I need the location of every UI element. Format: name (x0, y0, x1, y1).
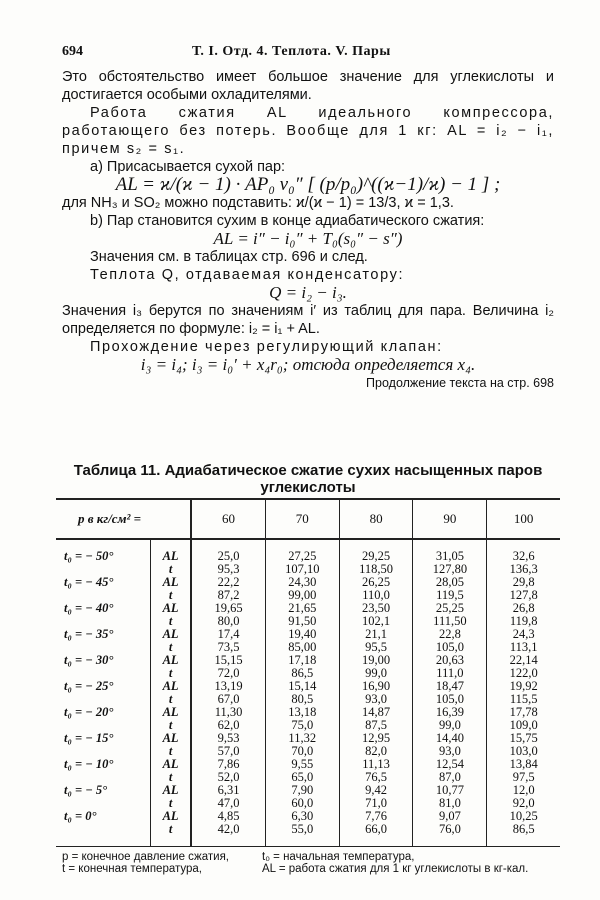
table-cell: 31,05 (413, 539, 487, 563)
table-cell: 15,75 (487, 732, 560, 745)
table-cell: 87,2 (191, 589, 265, 602)
table-cell: 109,0 (487, 719, 560, 732)
table-cell: 19,40 (265, 628, 339, 641)
table-cell: 28,05 (413, 576, 487, 589)
table-cell: 27,25 (265, 539, 339, 563)
table-cell: 95,3 (191, 563, 265, 576)
table-cell: 99,0 (339, 667, 413, 680)
table-cell: 97,5 (487, 771, 560, 784)
initial-temperature-label: t₀ = − 15° (64, 731, 114, 745)
quantity-symbol: t (150, 589, 191, 602)
table-cell: 11,13 (339, 758, 413, 771)
table-cell: 7,76 (339, 810, 413, 823)
table-cell: 6,31 (191, 784, 265, 797)
table-cell: 24,3 (487, 628, 560, 641)
table-cell: 14,87 (339, 706, 413, 719)
table-cell: 4,85 (191, 810, 265, 823)
table-cell: 21,1 (339, 628, 413, 641)
paragraph: Значения i₃ берутся по значениям i′ из таблиц для пара. Величина i₂ определяется по формуле: i₂ = i₁ + AL. (62, 303, 554, 337)
heat-label: Теплота Q, отдаваемая конденсатору: (90, 267, 405, 283)
table-cell: 12,95 (339, 732, 413, 745)
table-cell: 10,77 (413, 784, 487, 797)
table-cell: 14,40 (413, 732, 487, 745)
column-header: 80 (339, 499, 413, 539)
legend-item: t = конечная температура, (62, 863, 202, 875)
table-cell: 22,14 (487, 654, 560, 667)
continued-note: Продолжение текста на стр. 698 (366, 376, 554, 390)
paragraph: Это обстоятельство имеет большое значение для углекислоты и достигается особыми охладителями. (62, 69, 554, 103)
quantity-symbol: AL (150, 628, 191, 641)
initial-temperature-label: t₀ = − 30° (64, 653, 114, 667)
quantity-symbol: t (150, 667, 191, 680)
formula-valve: i₃ = i₄; i₃ = i₀′ + x₄r₀; отсюда определяется x₄. (140, 355, 476, 374)
table-cell: 103,0 (487, 745, 560, 758)
table-cell: 115,5 (487, 693, 560, 706)
table-cell: 107,10 (265, 563, 339, 576)
legend-item: t₀ = начальная температура, (262, 851, 415, 863)
table-cell: 10,25 (487, 810, 560, 823)
quantity-symbol: t (150, 719, 191, 732)
table-cell: 52,0 (191, 771, 265, 784)
table-cell: 110,0 (339, 589, 413, 602)
table-cell: 26,25 (339, 576, 413, 589)
table-cell: 99,00 (265, 589, 339, 602)
table-cell: 73,5 (191, 641, 265, 654)
quantity-symbol: AL (150, 732, 191, 745)
table-cell: 80,5 (265, 693, 339, 706)
table-cell: 111,0 (413, 667, 487, 680)
column-header: 100 (487, 499, 560, 539)
table-cell: 19,00 (339, 654, 413, 667)
table-cell: 16,90 (339, 680, 413, 693)
column-header: 70 (265, 499, 339, 539)
table-cell: 71,0 (339, 797, 413, 810)
initial-temperature-label: t₀ = − 10° (64, 757, 114, 771)
initial-temperature-label: t₀ = − 45° (64, 575, 114, 589)
table-cell: 57,0 (191, 745, 265, 758)
substitution-note: для NH₃ и SO₂ можно подставить: ϰ/(ϰ − 1) = 13/3, ϰ = 1,3. (62, 195, 454, 211)
table-cell: 17,78 (487, 706, 560, 719)
table-cell: 86,5 (487, 823, 560, 847)
table-cell: 21,65 (265, 602, 339, 615)
table-cell: 136,3 (487, 563, 560, 576)
formula-work-dry: AL = ϰ/(ϰ − 1) · AP₀ v₀″ [ (p/p₀)^((ϰ−1)/ϰ) − 1 ] ; (115, 174, 501, 195)
table-cell: 9,53 (191, 732, 265, 745)
table-cell: 11,32 (265, 732, 339, 745)
data-table (56, 498, 560, 847)
table-cell: 127,80 (413, 563, 487, 576)
table-cell: 86,5 (265, 667, 339, 680)
table-cell: 26,8 (487, 602, 560, 615)
table-cell: 32,6 (487, 539, 560, 563)
initial-temperature-label: t₀ = − 35° (64, 627, 114, 641)
legend-item: AL = работа сжатия для 1 кг углекислоты в кг-кал. (262, 863, 529, 875)
table-cell: 55,0 (265, 823, 339, 847)
initial-temperature-label: t₀ = − 5° (64, 783, 108, 797)
table-cell: 12,0 (487, 784, 560, 797)
table-cell: 87,5 (339, 719, 413, 732)
table-cell: 76,0 (413, 823, 487, 847)
quantity-symbol: AL (150, 758, 191, 771)
table-cell: 19,92 (487, 680, 560, 693)
case-a-label: a) Присасывается сухой пар: (90, 159, 286, 175)
initial-temperature-label: t₀ = 0° (64, 809, 97, 823)
formula-heat: Q = i₂ − i₃. (269, 283, 347, 302)
initial-temperature-label: t₀ = − 20° (64, 705, 114, 719)
table-cell: 24,30 (265, 576, 339, 589)
table-header-row (56, 499, 560, 539)
table-cell: 15,14 (265, 680, 339, 693)
table-cell: 19,65 (191, 602, 265, 615)
table-cell: 13,19 (191, 680, 265, 693)
table-cell: 70,0 (265, 745, 339, 758)
quantity-symbol: t (150, 693, 191, 706)
table-cell: 80,0 (191, 615, 265, 628)
table-cell: 23,50 (339, 602, 413, 615)
formula-work-saturated: AL = i″ − i₀″ + T₀(s₀″ − s″) (213, 229, 403, 248)
table-cell: 95,5 (339, 641, 413, 654)
table-cell: 20,63 (413, 654, 487, 667)
paragraph: Работа сжатия AL идеального компрессора, работающего без потерь. Вообще для 1 кг: AL = i₂ − i₁, причем s₂ = s₁. (62, 105, 554, 157)
table-legend (62, 851, 562, 875)
column-header: 60 (191, 499, 265, 539)
pressure-header: p в кг/см² = (56, 499, 191, 539)
table-cell: 119,5 (413, 589, 487, 602)
table-cell: 113,1 (487, 641, 560, 654)
table-cell: 105,0 (413, 641, 487, 654)
table-cell: 13,18 (265, 706, 339, 719)
quantity-symbol: AL (150, 602, 191, 615)
table-cell: 93,0 (413, 745, 487, 758)
table-cell: 87,0 (413, 771, 487, 784)
quantity-symbol: AL (150, 680, 191, 693)
table-cell: 93,0 (339, 693, 413, 706)
table-cell: 75,0 (265, 719, 339, 732)
running-title: Т. I. Отд. 4. Теплота. V. Пары (192, 44, 391, 59)
table-title: Таблица 11. Адиабатическое сжатие сухих насыщенных паров углекислоты (73, 462, 543, 496)
table-cell: 81,0 (413, 797, 487, 810)
table-cell: 25,0 (191, 539, 265, 563)
table-cell: 17,4 (191, 628, 265, 641)
table-cell: 62,0 (191, 719, 265, 732)
table-cell: 9,07 (413, 810, 487, 823)
table-cell: 85,00 (265, 641, 339, 654)
table-cell: 9,55 (265, 758, 339, 771)
table-cell: 92,0 (487, 797, 560, 810)
table-cell: 111,50 (413, 615, 487, 628)
table-cell: 11,30 (191, 706, 265, 719)
table-cell: 60,0 (265, 797, 339, 810)
quantity-symbol: AL (150, 539, 191, 563)
quantity-symbol: AL (150, 810, 191, 823)
table-cell: 42,0 (191, 823, 265, 847)
table-cell: 17,18 (265, 654, 339, 667)
quantity-symbol: AL (150, 784, 191, 797)
table-cell: 66,0 (339, 823, 413, 847)
table-cell: 6,30 (265, 810, 339, 823)
case-b-label: b) Пар становится сухим в конце адиабатического сжатия: (90, 213, 485, 229)
table-cell: 47,0 (191, 797, 265, 810)
table-cell: 7,90 (265, 784, 339, 797)
table-cell: 91,50 (265, 615, 339, 628)
quantity-symbol: t (150, 615, 191, 628)
table-cell: 76,5 (339, 771, 413, 784)
table-cell: 16,39 (413, 706, 487, 719)
quantity-symbol: t (150, 771, 191, 784)
quantity-symbol: t (150, 745, 191, 758)
column-header: 90 (413, 499, 487, 539)
body-text (62, 68, 554, 392)
table-cell: 18,47 (413, 680, 487, 693)
quantity-symbol: t (150, 641, 191, 654)
valve-label: Прохождение через регулирующий клапан: (90, 339, 443, 355)
table-row (56, 823, 560, 847)
legend-item: p = конечное давление сжатия, (62, 851, 230, 863)
table-cell: 29,25 (339, 539, 413, 563)
table-cell: 82,0 (339, 745, 413, 758)
quantity-symbol: AL (150, 706, 191, 719)
quantity-symbol: t (150, 563, 191, 576)
table-cell: 118,50 (339, 563, 413, 576)
table-cell: 72,0 (191, 667, 265, 680)
table-cell: 9,42 (339, 784, 413, 797)
table-row (56, 539, 560, 563)
page-number: 694 (62, 44, 83, 59)
initial-temperature-label (56, 823, 150, 847)
quantity-symbol: AL (150, 654, 191, 667)
table-cell: 29,8 (487, 576, 560, 589)
initial-temperature-label: t₀ = − 25° (64, 679, 114, 693)
table-cell: 67,0 (191, 693, 265, 706)
table-cell: 22,2 (191, 576, 265, 589)
initial-temperature-label: t₀ = − 40° (64, 601, 114, 615)
table-cell: 22,8 (413, 628, 487, 641)
initial-temperature-label: t₀ = − 50° (64, 549, 114, 563)
table-cell: 122,0 (487, 667, 560, 680)
table-cell: 25,25 (413, 602, 487, 615)
table-cell: 7,86 (191, 758, 265, 771)
quantity-symbol: t (150, 823, 191, 847)
table-cell: 127,8 (487, 589, 560, 602)
table-cell: 13,84 (487, 758, 560, 771)
table-cell: 12,54 (413, 758, 487, 771)
table-cell: 65,0 (265, 771, 339, 784)
table-cell: 99,0 (413, 719, 487, 732)
table-cell: 105,0 (413, 693, 487, 706)
table-cell: 102,1 (339, 615, 413, 628)
quantity-symbol: t (150, 797, 191, 810)
quantity-symbol: AL (150, 576, 191, 589)
see-tables-note: Значения см. в таблицах стр. 696 и след. (90, 249, 368, 265)
table-cell: 15,15 (191, 654, 265, 667)
table-cell: 119,8 (487, 615, 560, 628)
